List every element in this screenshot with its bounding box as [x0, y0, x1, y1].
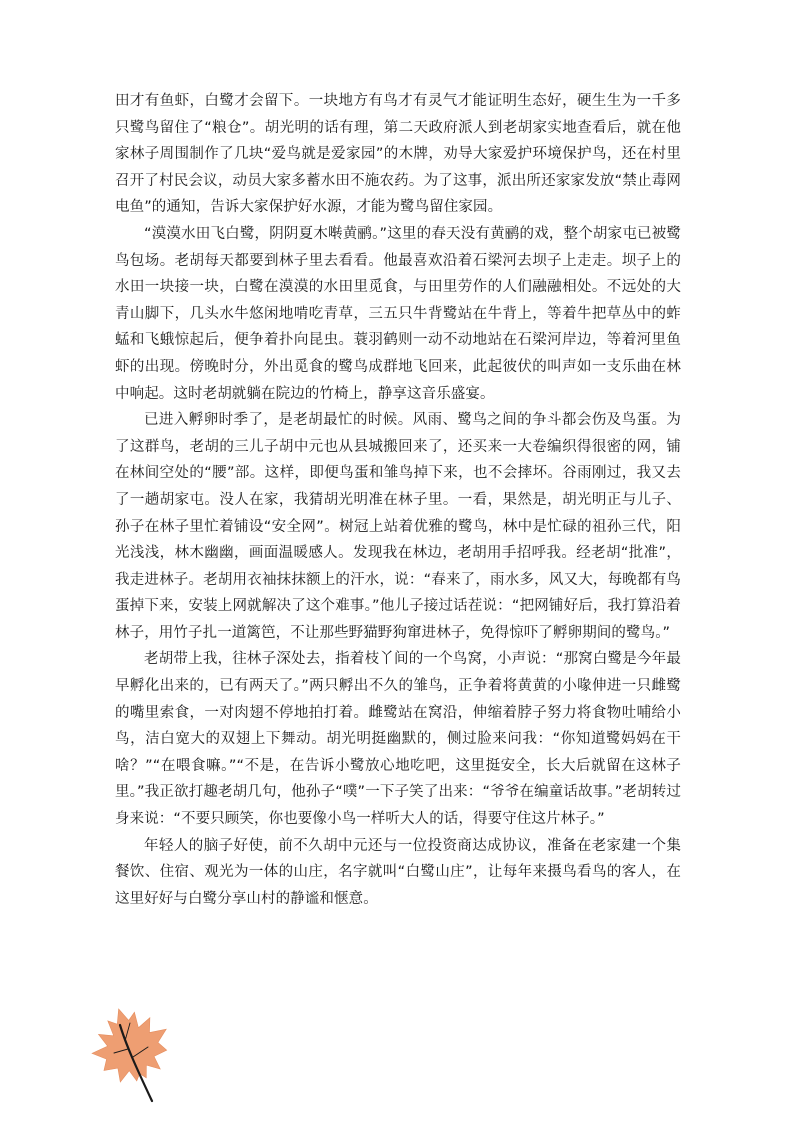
paragraph-4: 老胡带上我，往林子深处去，指着枝丫间的一个鸟窝，小声说：“那窝白鹭是今年最早孵化出来的，已有两天了。”两只孵出不久的雏鸟，正争着将黄黄的小喙伸进一只雌鹭的嘴里索食，一对肉翅不停地拍打着。雌鹭站在窝沿，伸缩着脖子努力将食物吐哺给小鸟，洁白宽大的双翅上下舞动。胡光明挺幽默的，侧过脸来问我：“你知道鹭妈妈在干啥？”“在喂食嘛。”“不是，在告诉小鹭放心地吃吧，这里挺安全，长大后就留在这林子里。”我正欲打趣老胡几句，他孙子“噗”一下子笑了出来：“爷爷在编童话故事。”老胡转过身来说：“不要只顾笑，你也要像小鸟一样听大人的话，得要守住这片林子。”	[115, 651, 681, 828]
paragraph-3: 已进入孵卵时季了，是老胡最忙的时候。风雨、鹭鸟之间的争斗都会伤及鸟蛋。为了这群鸟，老胡的三儿子胡中元也从县城搬回来了，还买来一大卷编织得很密的网，铺在林间空处的“腰”部。这样，即便鸟蛋和雏鸟掉下来，也不会摔坏。谷雨刚过，我又去了一趟胡家屯。没人在家，我猜胡光明准在林子里。一看，果然是，胡光明正与儿子、孙子在林子里忙着铺设“安全网”。树冠上站着优雅的鹭鸟，林中是忙碌的祖孙三代，阳光浅浅，林木幽幽，画面温暖感人。发现我在林边，老胡用手招呼我。经老胡“批准”，我走进林子。老胡用衣袖抹抹额上的汗水，说：“春来了，雨水多，风又大，每晚都有鸟蛋掉下来，安装上网就解决了这个难事。”他儿子接过话茬说：“把网铺好后，我打算沿着林子，用竹子扎一道篱笆，不让那些野猫野狗窜进林子，免得惊吓了孵卵期间的鹭鸟。”	[115, 412, 681, 641]
paragraph-1: 田才有鱼虾，白鹭才会留下。一块地方有鸟才有灵气才能证明生态好，硬生生为一千多只鹭鸟留住了“粮仓”。胡光明的话有理，第二天政府派人到老胡家实地查看后，就在他家林子周围制作了几块“爱鸟就是爱家园”的木牌，劝导大家爱护环境保护鸟，还在村里召开了村民会议，动员大家多蓄水田不施农药。为了这事，派出所还家家发放“禁止毒网电鱼”的通知，告诉大家保护好水源，才能为鹭鸟留住家园。	[115, 93, 681, 216]
maple-leaf-icon	[90, 1005, 172, 1105]
paragraph-5: 年轻人的脑子好使，前不久胡中元还与一位投资商达成协议，准备在老家建一个集餐饮、住宿、观光为一体的山庄，名字就叫“白鹭山庄”，让每年来摄鸟看鸟的客人，在这里好好与白鹭分享山村的静谧和惬意。	[115, 837, 681, 907]
paragraph-2: “漠漠水田飞白鹭，阴阴夏木啭黄鹂。”这里的春天没有黄鹂的戏，整个胡家屯已被鹭鸟包场。老胡每天都要到林子里去看看。他最喜欢沿着石梁河去坝子上走走。坝子上的水田一块接一块，白鹭在漠漠的水田里觅食，与田里劳作的人们融融相处。不远处的大青山脚下，几头水牛悠闲地啃吃青草，三五只牛背鹭站在牛背上，等着牛把草丛中的蚱蜢和飞蛾惊起后，便争着扑向昆虫。蓑羽鹤则一动不动地站在石梁河岸边，等着河里鱼虾的出现。傍晚时分，外出觅食的鹭鸟成群地飞回来，此起彼伏的叫声如一支乐曲在林中响起。这时老胡就躺在院边的竹椅上，静享这音乐盛宴。	[115, 225, 681, 402]
article-body	[115, 88, 681, 912]
